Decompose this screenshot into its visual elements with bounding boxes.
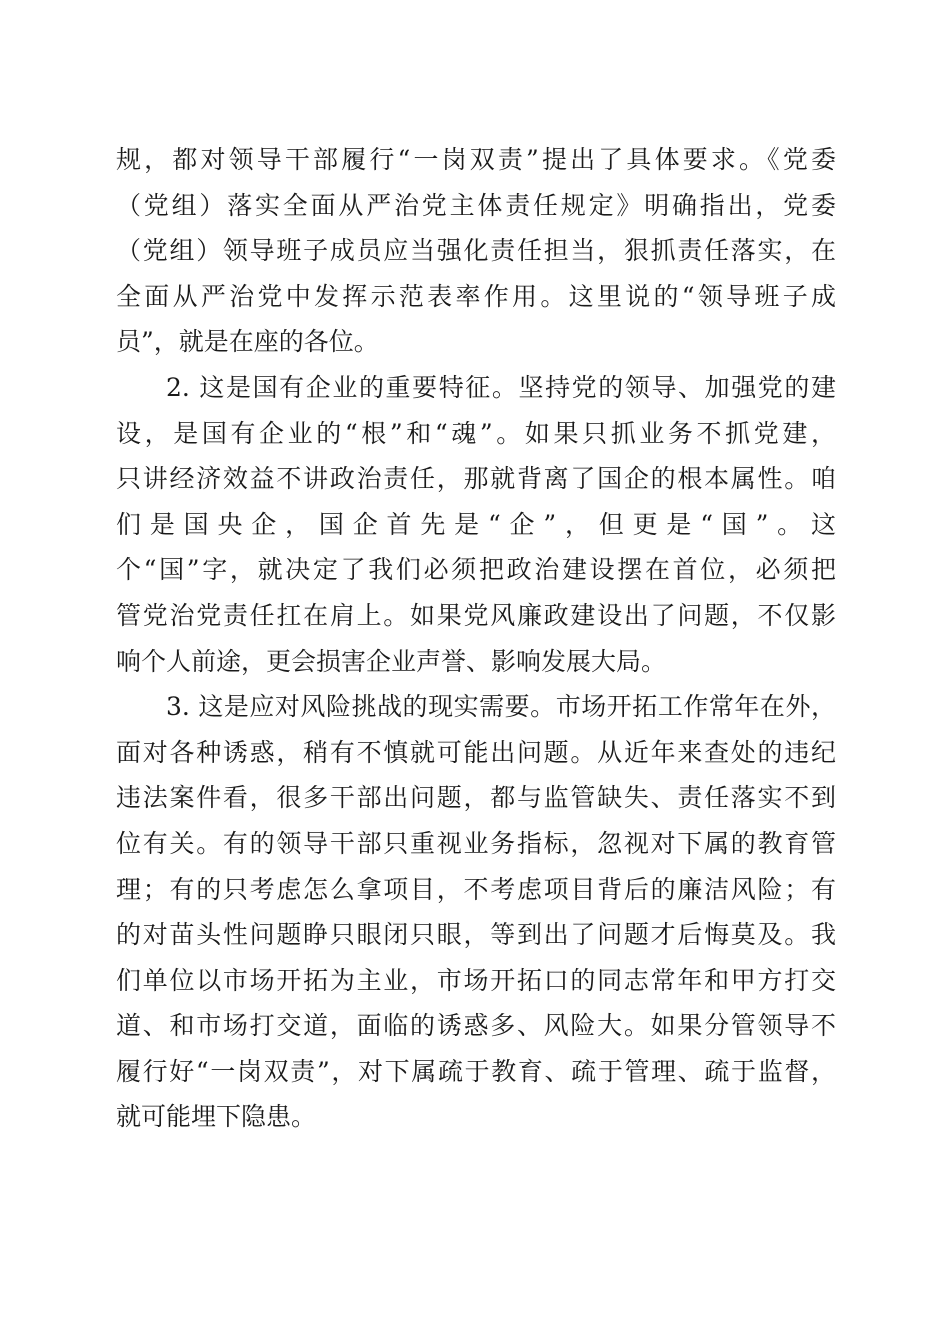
text-line: 只讲经济效益不讲政治责任，那就背离了国企的根本属性。咱 [116, 464, 836, 494]
text-line: 就可能埋下隐患。 [116, 1102, 317, 1132]
text-line: 们单位以市场开拓为主业，市场开拓口的同志常年和甲方打交 [116, 965, 836, 995]
body-text [116, 137, 836, 1140]
paragraph-point-3 [116, 684, 836, 1140]
text-line: （党组）领导班子成员应当强化责任担当，狠抓责任落实，在 [116, 236, 836, 266]
text-line: 设，是国有企业的“根”和“魂”。如果只抓业务不抓党建， [116, 418, 836, 448]
text-line: 们是国央企，国企首先是“企”，但更是“国”。这 [116, 509, 836, 539]
text-line: 规，都对领导干部履行“一岗双责”提出了具体要求。《党委 [116, 145, 836, 174]
text-line: 的对苗头性问题睁只眼闭只眼，等到出了问题才后悔莫及。我 [116, 920, 836, 950]
text-line: 全面从严治党中发挥示范表率作用。这里说的“领导班子成 [116, 281, 836, 311]
text-line: 响个人前途，更会损害企业声誉、影响发展大局。 [116, 646, 667, 676]
text-line: 3. 这是应对风险挑战的现实需要。市场开拓工作常年在外， [166, 692, 836, 722]
text-line: 违法案件看，很多干部出问题，都与监管缺失、责任落实不到 [116, 783, 836, 813]
paragraph-point-2 [116, 365, 836, 684]
text-line: 员”，就是在座的各位。 [116, 327, 379, 357]
text-line: 理；有的只考虑怎么拿项目，不考虑项目背后的廉洁风险；有 [116, 874, 836, 904]
text-line: 面对各种诱惑，稍有不慎就可能出问题。从近年来查处的违纪 [116, 737, 836, 767]
text-line: 管党治党责任扛在肩上。如果党风廉政建设出了问题，不仅影 [116, 600, 836, 630]
text-line: 位有关。有的领导干部只重视业务指标，忽视对下属的教育管 [116, 828, 836, 858]
text-line: 履行好“一岗双责”，对下属疏于教育、疏于管理、疏于监督， [116, 1056, 836, 1086]
paragraph-intro-continuation [116, 137, 836, 365]
text-line: 道、和市场打交道，面临的诱惑多、风险大。如果分管领导不 [116, 1011, 836, 1041]
text-line: 2. 这是国有企业的重要特征。坚持党的领导、加强党的建 [166, 372, 836, 402]
text-line: 个“国”字，就决定了我们必须把政治建设摆在首位，必须把 [116, 555, 836, 585]
text-line: （党组）落实全面从严治党主体责任规定》明确指出，党委 [116, 190, 836, 220]
